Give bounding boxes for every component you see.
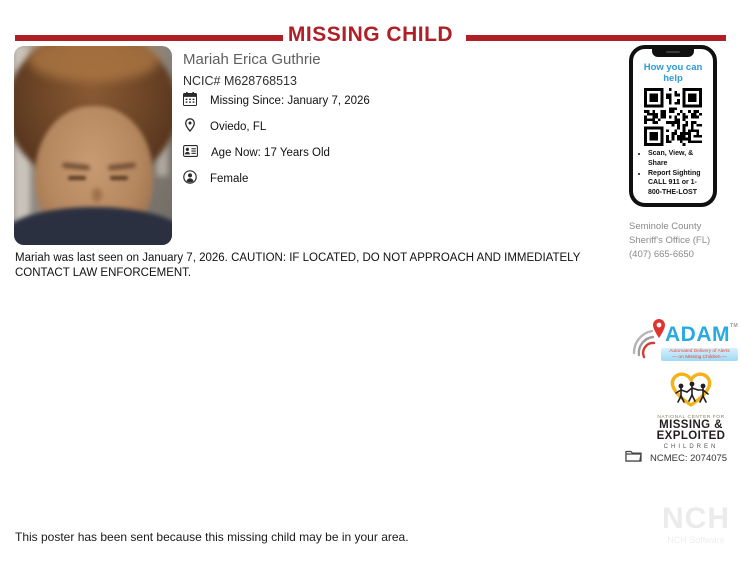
age-now-value: Age Now: 17 Years Old: [211, 147, 330, 159]
nch-watermark-big: NCH: [662, 502, 730, 535]
adam-tagline: Automated Delivery of Alerts — on Missing Children —: [661, 348, 738, 361]
adam-wordmark: ADAM™: [665, 323, 739, 346]
case-number: NCMEC: 2074075: [650, 452, 728, 464]
adam-logo: [630, 318, 740, 364]
agency-line: (407) 665-6650: [629, 249, 694, 260]
child-name: Mariah Erica Guthrie: [183, 51, 321, 68]
phone-graphic: [629, 45, 717, 207]
photo-shirt: [14, 207, 172, 245]
help-bullet-list: [639, 149, 709, 198]
header-rule-right: [466, 35, 726, 41]
how-you-can-help-label: How you can help: [643, 62, 703, 84]
ncmec-logo: [649, 371, 733, 450]
adam-tm: TM: [730, 323, 739, 329]
detail-row-missing-since: [183, 94, 370, 108]
photo-detail: [92, 188, 102, 202]
agency-info: [629, 220, 710, 262]
location-value: Oviedo, FL: [210, 121, 267, 133]
location-pin-icon: [183, 118, 197, 137]
help-bullet: • Report Sighting CALL 911 or 1-800-THE-LOST: [648, 169, 709, 198]
ncic-number: NCIC# M628768513: [183, 74, 297, 88]
calendar-icon: [183, 92, 197, 111]
nch-watermark: [660, 503, 732, 545]
help-bullet: • Scan, View, & Share: [648, 149, 709, 169]
ncmec-line3: EXPLOITED: [656, 430, 726, 442]
detail-row-sex: [183, 172, 370, 186]
agency-line: Seminole County: [629, 221, 702, 232]
detail-row-location: [183, 120, 370, 134]
ncmec-line4: CHILDREN: [663, 444, 719, 450]
qr-code: [644, 88, 702, 146]
page-title: MISSING CHILD: [287, 23, 454, 46]
person-icon: [183, 170, 197, 189]
footer-note: This poster has been sent because this missing child may be in your area.: [15, 530, 409, 544]
sex-value: Female: [210, 173, 249, 185]
detail-row-age: [183, 146, 370, 160]
detail-list: [183, 94, 370, 186]
case-number-row: [625, 449, 727, 467]
folder-icon: [625, 449, 642, 467]
ncmec-line2: MISSING &: [659, 419, 723, 431]
photo-detail: [110, 176, 128, 180]
ncmec-line1: NATIONAL CENTER FOR: [657, 415, 725, 420]
caution-text: Mariah was last seen on January 7, 2026. CAUTION: IF LOCATED, DO NOT APPROACH AND IMMEDIATELY CONTACT LAW ENFORCEMENT.: [15, 252, 581, 279]
ncmec-heart-children-icon: [661, 396, 721, 413]
agency-line: Sheriff's Office (FL): [629, 235, 711, 246]
missing-since-value: Missing Since: January 7, 2026: [210, 95, 370, 107]
phone-notch: [652, 48, 694, 57]
nch-watermark-small: NCH Software: [667, 535, 725, 545]
id-card-icon: [183, 144, 198, 162]
photo-detail: [68, 176, 86, 180]
child-photo: [14, 46, 172, 245]
